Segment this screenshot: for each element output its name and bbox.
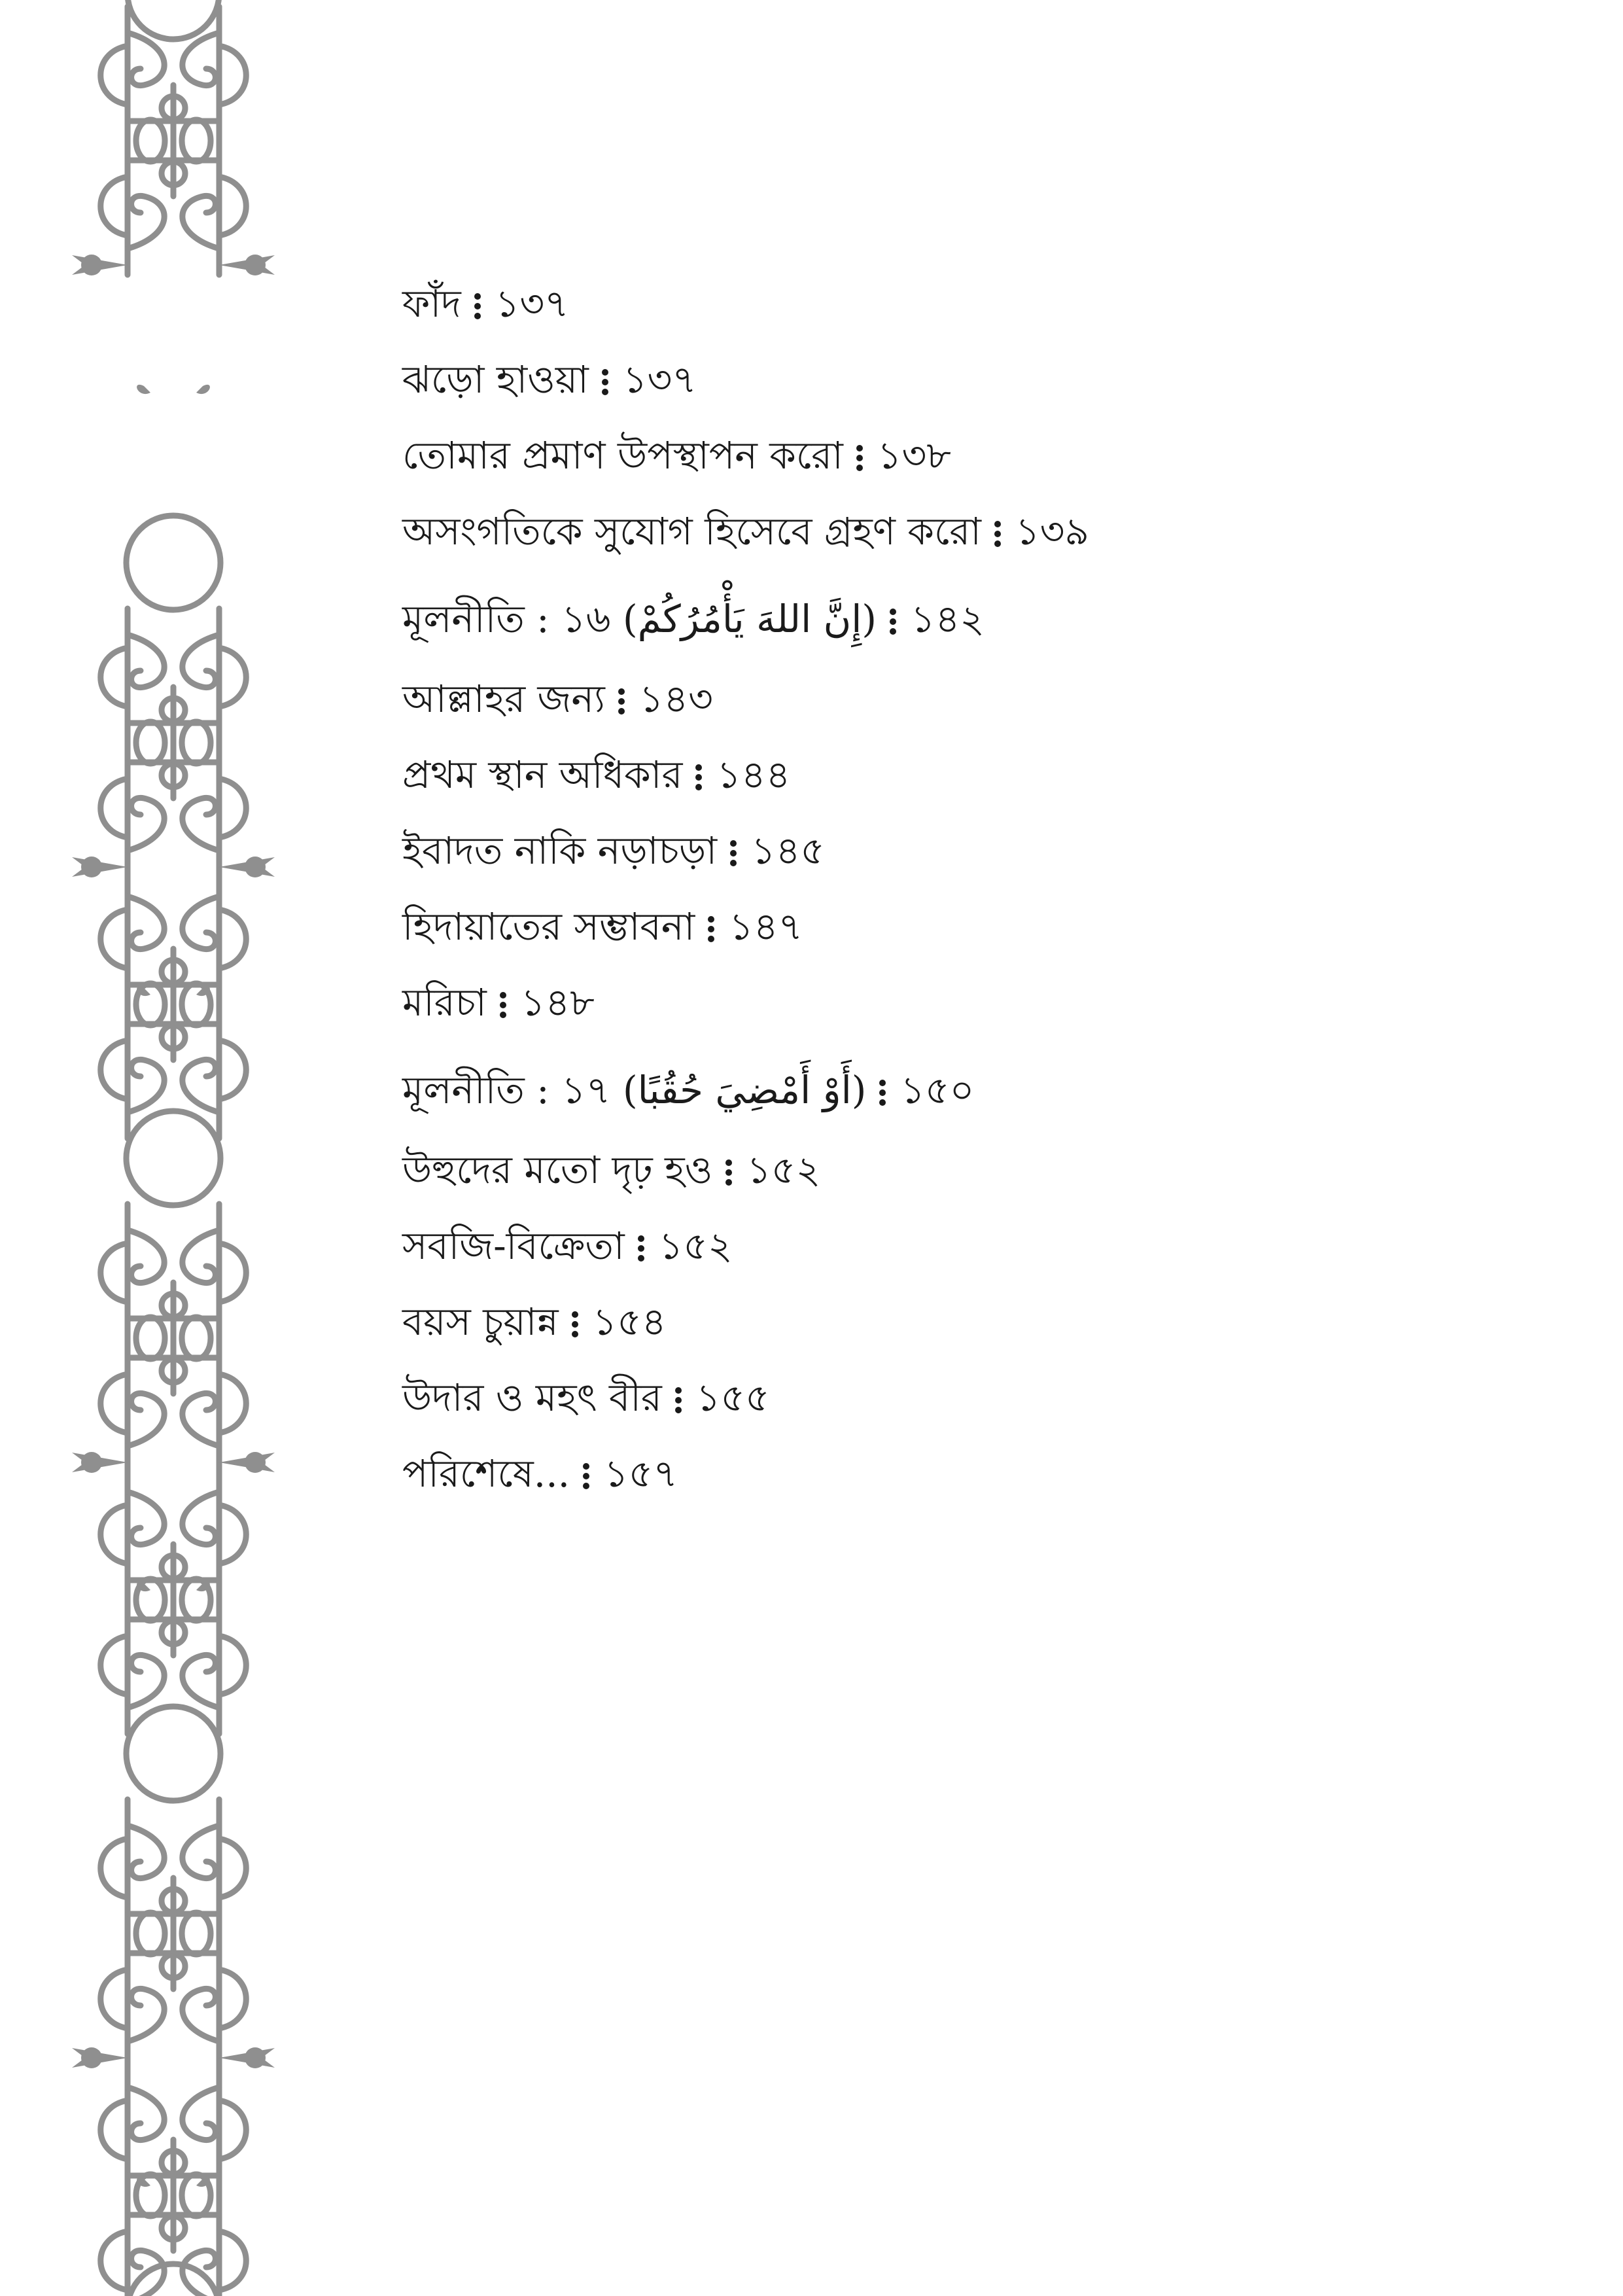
toc-entry — [402, 1210, 1514, 1286]
toc-entry-page: ১৪৩ — [638, 676, 713, 721]
toc-entry — [402, 1135, 1514, 1210]
toc-entry-title: আল্লাহর জন্য — [402, 676, 605, 721]
toc-entry-page: ১৫৪ — [592, 1299, 667, 1344]
dot-separator-icon — [602, 369, 608, 395]
toc-entry-title: হিদায়াতের সম্ভাবনা — [402, 904, 695, 949]
dot-separator-icon — [890, 609, 896, 635]
toc-entry-title: মরিচা — [402, 980, 487, 1025]
toc-entry — [402, 891, 1514, 967]
toc-entry-title: ইবাদত নাকি নড়াচড়া — [402, 828, 718, 873]
table-of-contents — [402, 268, 1514, 1514]
toc-entry-page: ১৪৮ — [520, 980, 595, 1025]
toc-entry-title: তোমার প্রমাণ উপস্থাপন করো — [402, 433, 843, 478]
dot-separator-icon — [730, 840, 737, 866]
toc-entry — [402, 967, 1514, 1043]
ornamental-border — [65, 0, 281, 2296]
toc-entry-title: উহুদের মতো দৃঢ় হও — [402, 1147, 713, 1192]
toc-entry-page: ১৩৭ — [495, 281, 569, 326]
toc-entry-page: ১৫৭ — [604, 1451, 678, 1496]
toc-entry-title: উদার ও মহৎ বীর — [402, 1375, 662, 1420]
toc-entry-principle — [402, 1051, 1514, 1135]
toc-entry — [402, 815, 1514, 891]
toc-entry-page: ১৫২ — [658, 1223, 733, 1268]
dot-separator-icon — [994, 521, 1001, 547]
toc-entry — [402, 420, 1514, 496]
dot-separator-icon — [708, 916, 714, 942]
toc-entry-page: ১৩৮ — [877, 433, 951, 478]
toc-entry-title: প্রথম স্থান অধিকার — [402, 752, 683, 797]
dot-separator-icon — [675, 1387, 682, 1413]
toc-entry-title: মূলনীতি : ১৬ (إِنَّ اللهَ يَأْمُرُكُمْ) — [402, 596, 877, 641]
toc-entry-principle — [402, 580, 1514, 663]
toc-entry — [402, 496, 1514, 572]
toc-entry — [402, 1438, 1514, 1514]
dot-separator-icon — [583, 1463, 589, 1489]
dot-separator-icon — [500, 992, 506, 1018]
toc-entry-title: ঝড়ো হাওয়া — [402, 357, 589, 402]
toc-entry-page: ১৫৫ — [695, 1375, 770, 1420]
toc-entry — [402, 739, 1514, 815]
toc-entry — [402, 663, 1514, 739]
toc-entry — [402, 344, 1514, 420]
toc-entry-title: পরিশেষে... — [402, 1451, 570, 1496]
toc-entry-title: অসংগতিকে সুযোগ হিসেবে গ্রহণ করো — [402, 508, 981, 554]
toc-entry-page: ১৪২ — [910, 596, 985, 641]
toc-entry-page: ১৪৭ — [729, 904, 803, 949]
dot-separator-icon — [879, 1080, 886, 1106]
toc-entry-page: ১৫০ — [900, 1067, 975, 1112]
toc-entry-page: ১৪৪ — [716, 752, 791, 797]
toc-entry — [402, 268, 1514, 344]
dot-separator-icon — [474, 293, 481, 319]
toc-entry — [402, 1286, 1514, 1362]
dot-separator-icon — [618, 688, 625, 715]
toc-entry-page: ১৩৯ — [1015, 508, 1089, 554]
toc-entry-page: ১৫২ — [746, 1147, 821, 1192]
dot-separator-icon — [725, 1159, 732, 1186]
toc-entry-title: সবজি-বিক্রেতা — [402, 1223, 625, 1268]
toc-entry — [402, 1362, 1514, 1438]
toc-entry-title: বয়স চুয়ান্ন — [402, 1299, 559, 1344]
toc-entry-title: মূলনীতি : ১৭ (أَوْ أَمْضِيَ حُقُبًا) — [402, 1067, 867, 1112]
toc-entry-page: ১৩৭ — [622, 357, 697, 402]
toc-entry-title: ফাঁদ — [402, 281, 461, 326]
dot-separator-icon — [572, 1311, 578, 1337]
dot-separator-icon — [695, 764, 702, 790]
dot-separator-icon — [638, 1235, 644, 1262]
toc-entry-page: ১৪৫ — [751, 828, 826, 873]
dot-separator-icon — [856, 445, 863, 471]
